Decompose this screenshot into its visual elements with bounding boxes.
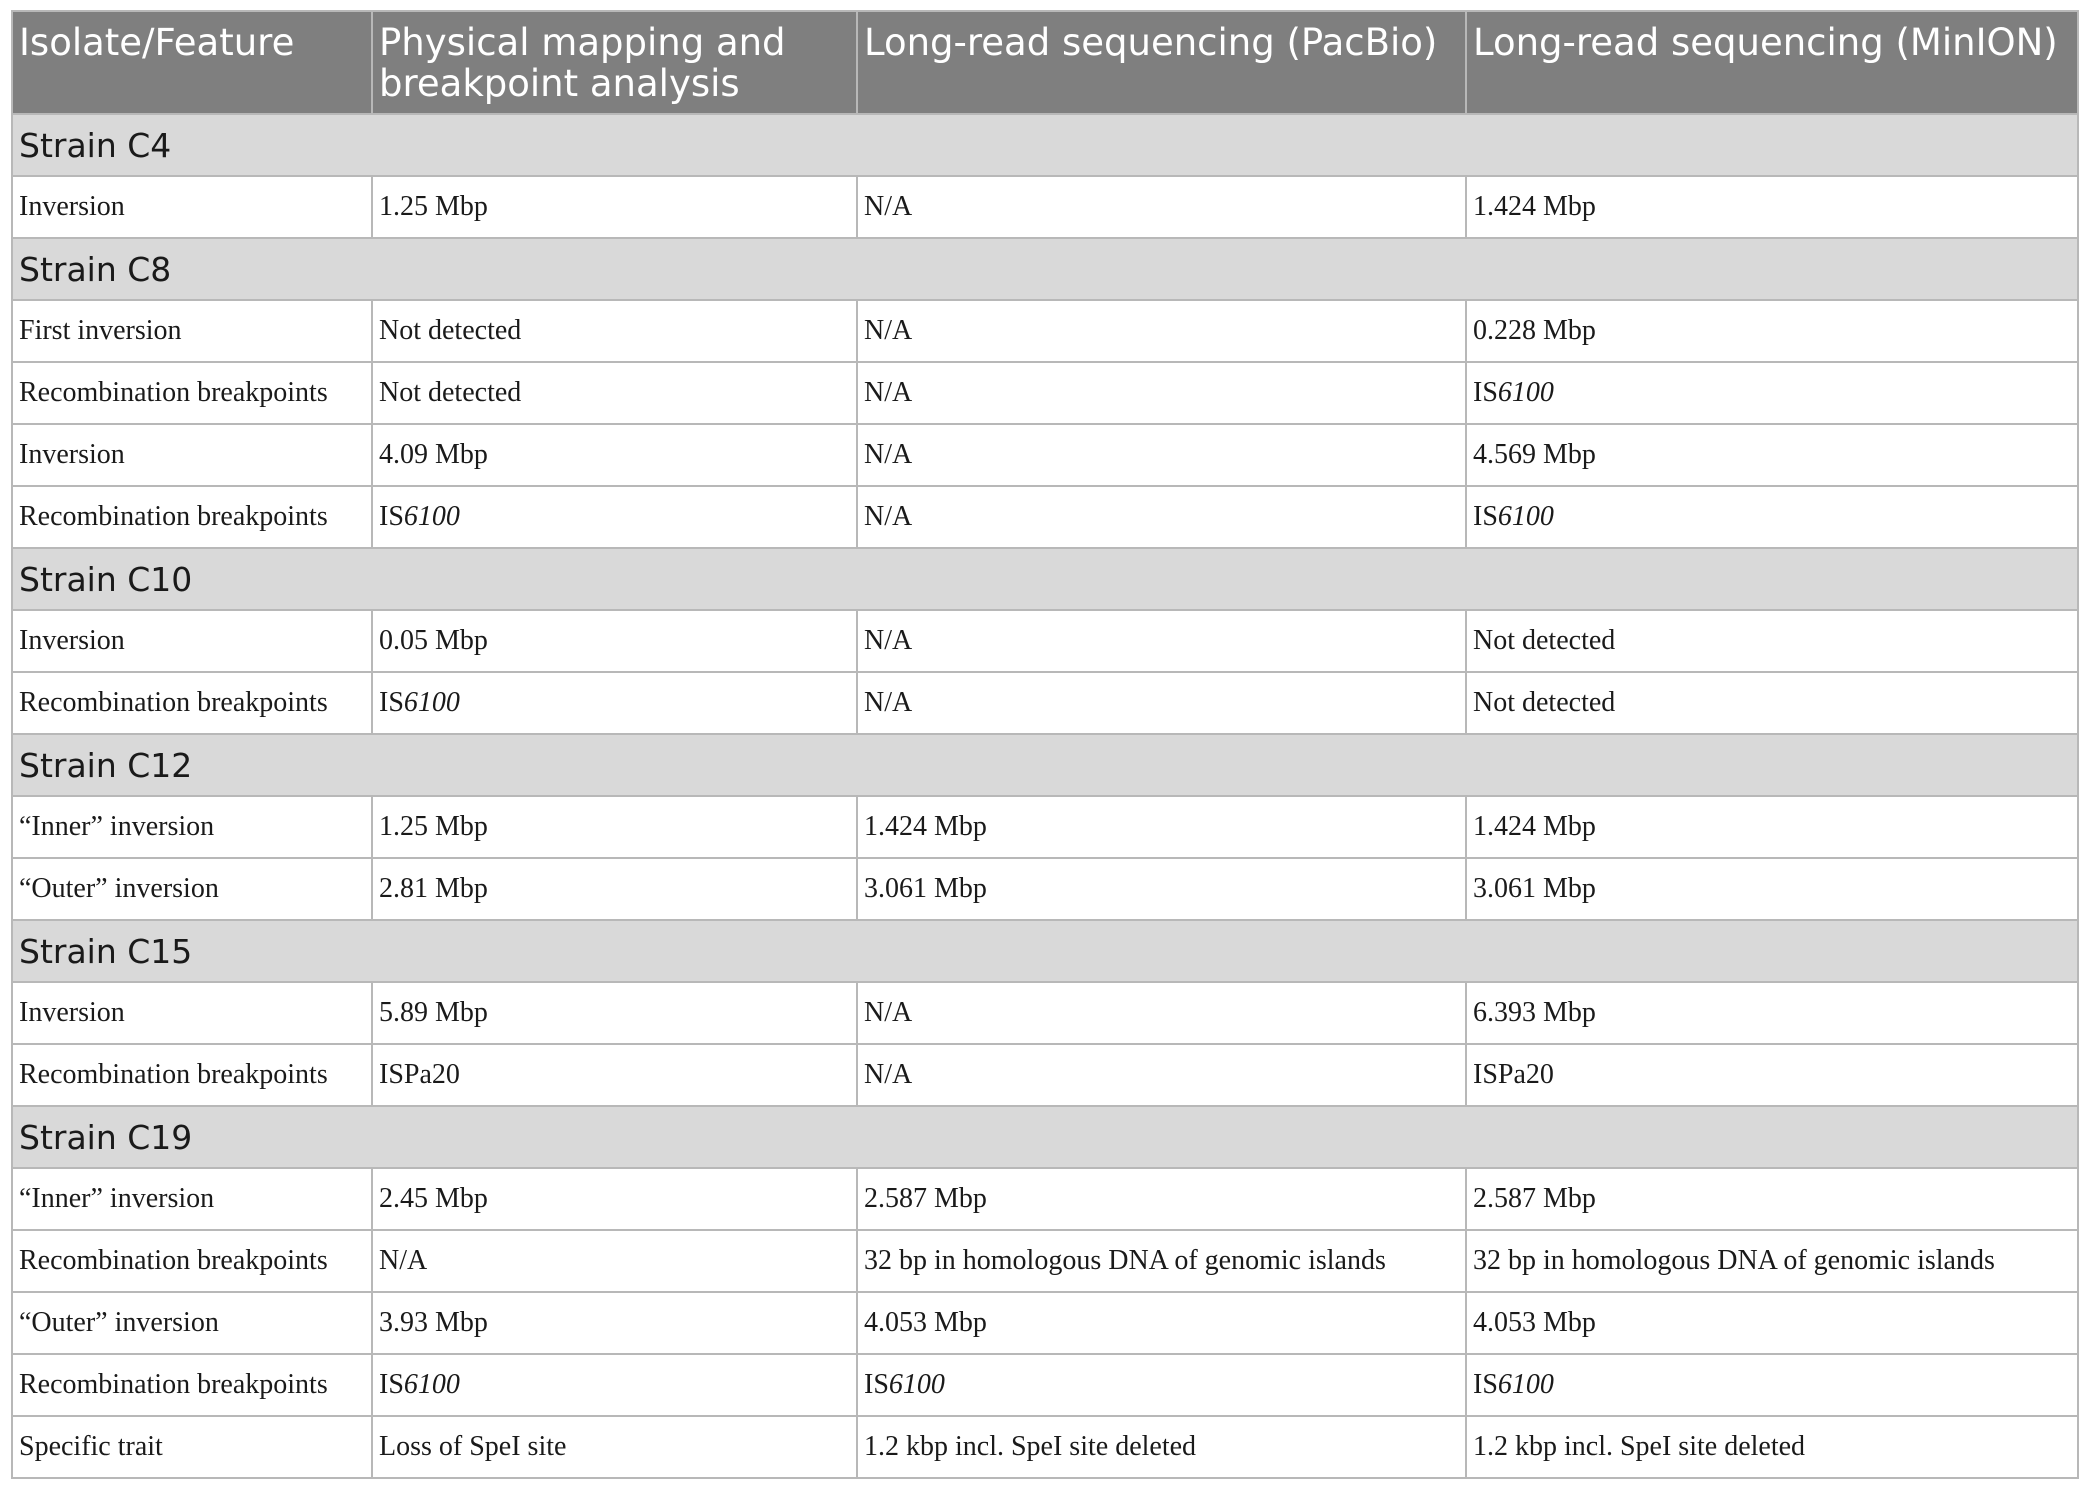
- physical-mapping-cell: 2.45 Mbp: [372, 1168, 857, 1230]
- pacbio-cell: N/A: [857, 176, 1466, 238]
- pacbio-cell: N/A: [857, 424, 1466, 486]
- pacbio-cell: 3.061 Mbp: [857, 858, 1466, 920]
- header-physical-mapping: Physical mapping and breakpoint analysis: [372, 11, 857, 114]
- italic-number: 6100: [1497, 1369, 1554, 1400]
- group-label: Strain C8: [12, 238, 2078, 300]
- table-row: [12, 1292, 2078, 1354]
- feature-cell: Inversion: [12, 176, 372, 238]
- feature-cell: Recombination breakpoints: [12, 486, 372, 548]
- pacbio-cell: 1.2 kbp incl. SpeI site deleted: [857, 1416, 1466, 1478]
- feature-cell: First inversion: [12, 300, 372, 362]
- pacbio-cell: N/A: [857, 982, 1466, 1044]
- physical-mapping-cell: N/A: [372, 1230, 857, 1292]
- minion-cell: IS6100: [1466, 362, 2078, 424]
- feature-cell: Recombination breakpoints: [12, 362, 372, 424]
- table-row: [12, 1230, 2078, 1292]
- physical-mapping-cell: Not detected: [372, 300, 857, 362]
- minion-cell: 0.228 Mbp: [1466, 300, 2078, 362]
- minion-cell: 1.2 kbp incl. SpeI site deleted: [1466, 1416, 2078, 1478]
- header-isolate-feature: Isolate/Feature: [12, 11, 372, 114]
- table-row: [12, 1168, 2078, 1230]
- header-pacbio: Long-read sequencing (PacBio): [857, 11, 1466, 114]
- group-row-strain-c4: [12, 114, 2078, 176]
- physical-mapping-cell: 0.05 Mbp: [372, 610, 857, 672]
- minion-cell: 6.393 Mbp: [1466, 982, 2078, 1044]
- pacbio-cell: 1.424 Mbp: [857, 796, 1466, 858]
- group-label: Strain C15: [12, 920, 2078, 982]
- group-label: Strain C19: [12, 1106, 2078, 1168]
- physical-mapping-cell: IS6100: [372, 672, 857, 734]
- physical-mapping-cell: 1.25 Mbp: [372, 796, 857, 858]
- results-table-container: [11, 10, 2077, 1479]
- italic-number: 6100: [1497, 377, 1554, 408]
- minion-cell: IS6100: [1466, 1354, 2078, 1416]
- feature-cell: “Outer” inversion: [12, 858, 372, 920]
- table-row: [12, 424, 2078, 486]
- header-minion: Long-read sequencing (MinION): [1466, 11, 2078, 114]
- italic-number: 6100: [403, 687, 460, 718]
- pacbio-cell: N/A: [857, 1044, 1466, 1106]
- feature-cell: Recombination breakpoints: [12, 1354, 372, 1416]
- table-row: [12, 982, 2078, 1044]
- minion-cell: 3.061 Mbp: [1466, 858, 2078, 920]
- feature-cell: “Inner” inversion: [12, 1168, 372, 1230]
- group-label: Strain C4: [12, 114, 2078, 176]
- minion-cell: 1.424 Mbp: [1466, 796, 2078, 858]
- table-row: [12, 176, 2078, 238]
- pacbio-cell: 4.053 Mbp: [857, 1292, 1466, 1354]
- physical-mapping-cell: IS6100: [372, 486, 857, 548]
- minion-cell: IS6100: [1466, 486, 2078, 548]
- italic-number: 6100: [403, 501, 460, 532]
- feature-cell: “Inner” inversion: [12, 796, 372, 858]
- minion-cell: Not detected: [1466, 672, 2078, 734]
- group-row-strain-c10: [12, 548, 2078, 610]
- physical-mapping-cell: 4.09 Mbp: [372, 424, 857, 486]
- table-row: [12, 300, 2078, 362]
- physical-mapping-cell: 2.81 Mbp: [372, 858, 857, 920]
- group-label: Strain C12: [12, 734, 2078, 796]
- feature-cell: Inversion: [12, 424, 372, 486]
- header-row: [12, 11, 2078, 114]
- minion-cell: 4.569 Mbp: [1466, 424, 2078, 486]
- group-label: Strain C10: [12, 548, 2078, 610]
- pacbio-cell: N/A: [857, 486, 1466, 548]
- feature-cell: Recombination breakpoints: [12, 1044, 372, 1106]
- group-row-strain-c8: [12, 238, 2078, 300]
- group-row-strain-c19: [12, 1106, 2078, 1168]
- table-row: [12, 1044, 2078, 1106]
- minion-cell: Not detected: [1466, 610, 2078, 672]
- pacbio-cell: N/A: [857, 610, 1466, 672]
- italic-number: 6100: [403, 1369, 460, 1400]
- minion-cell: 4.053 Mbp: [1466, 1292, 2078, 1354]
- feature-cell: Inversion: [12, 610, 372, 672]
- pacbio-cell: N/A: [857, 672, 1466, 734]
- pacbio-cell: IS6100: [857, 1354, 1466, 1416]
- feature-cell: Inversion: [12, 982, 372, 1044]
- table-row: [12, 858, 2078, 920]
- group-row-strain-c12: [12, 734, 2078, 796]
- table-row: [12, 362, 2078, 424]
- physical-mapping-cell: ISPa20: [372, 1044, 857, 1106]
- physical-mapping-cell: 1.25 Mbp: [372, 176, 857, 238]
- minion-cell: 32 bp in homologous DNA of genomic islands: [1466, 1230, 2078, 1292]
- pacbio-cell: N/A: [857, 362, 1466, 424]
- feature-cell: Recombination breakpoints: [12, 672, 372, 734]
- physical-mapping-cell: Not detected: [372, 362, 857, 424]
- table-row: [12, 610, 2078, 672]
- feature-cell: “Outer” inversion: [12, 1292, 372, 1354]
- pacbio-cell: N/A: [857, 300, 1466, 362]
- table-row: [12, 486, 2078, 548]
- italic-number: 6100: [888, 1369, 945, 1400]
- pacbio-cell: 32 bp in homologous DNA of genomic islands: [857, 1230, 1466, 1292]
- physical-mapping-cell: 3.93 Mbp: [372, 1292, 857, 1354]
- table-row: [12, 1416, 2078, 1478]
- feature-cell: Specific trait: [12, 1416, 372, 1478]
- pacbio-cell: 2.587 Mbp: [857, 1168, 1466, 1230]
- table-row: [12, 796, 2078, 858]
- minion-cell: ISPa20: [1466, 1044, 2078, 1106]
- minion-cell: 1.424 Mbp: [1466, 176, 2078, 238]
- physical-mapping-cell: IS6100: [372, 1354, 857, 1416]
- table-row: [12, 672, 2078, 734]
- minion-cell: 2.587 Mbp: [1466, 1168, 2078, 1230]
- results-table: [11, 10, 2079, 1479]
- feature-cell: Recombination breakpoints: [12, 1230, 372, 1292]
- physical-mapping-cell: 5.89 Mbp: [372, 982, 857, 1044]
- group-row-strain-c15: [12, 920, 2078, 982]
- italic-number: 6100: [1497, 501, 1554, 532]
- table-row: [12, 1354, 2078, 1416]
- physical-mapping-cell: Loss of SpeI site: [372, 1416, 857, 1478]
